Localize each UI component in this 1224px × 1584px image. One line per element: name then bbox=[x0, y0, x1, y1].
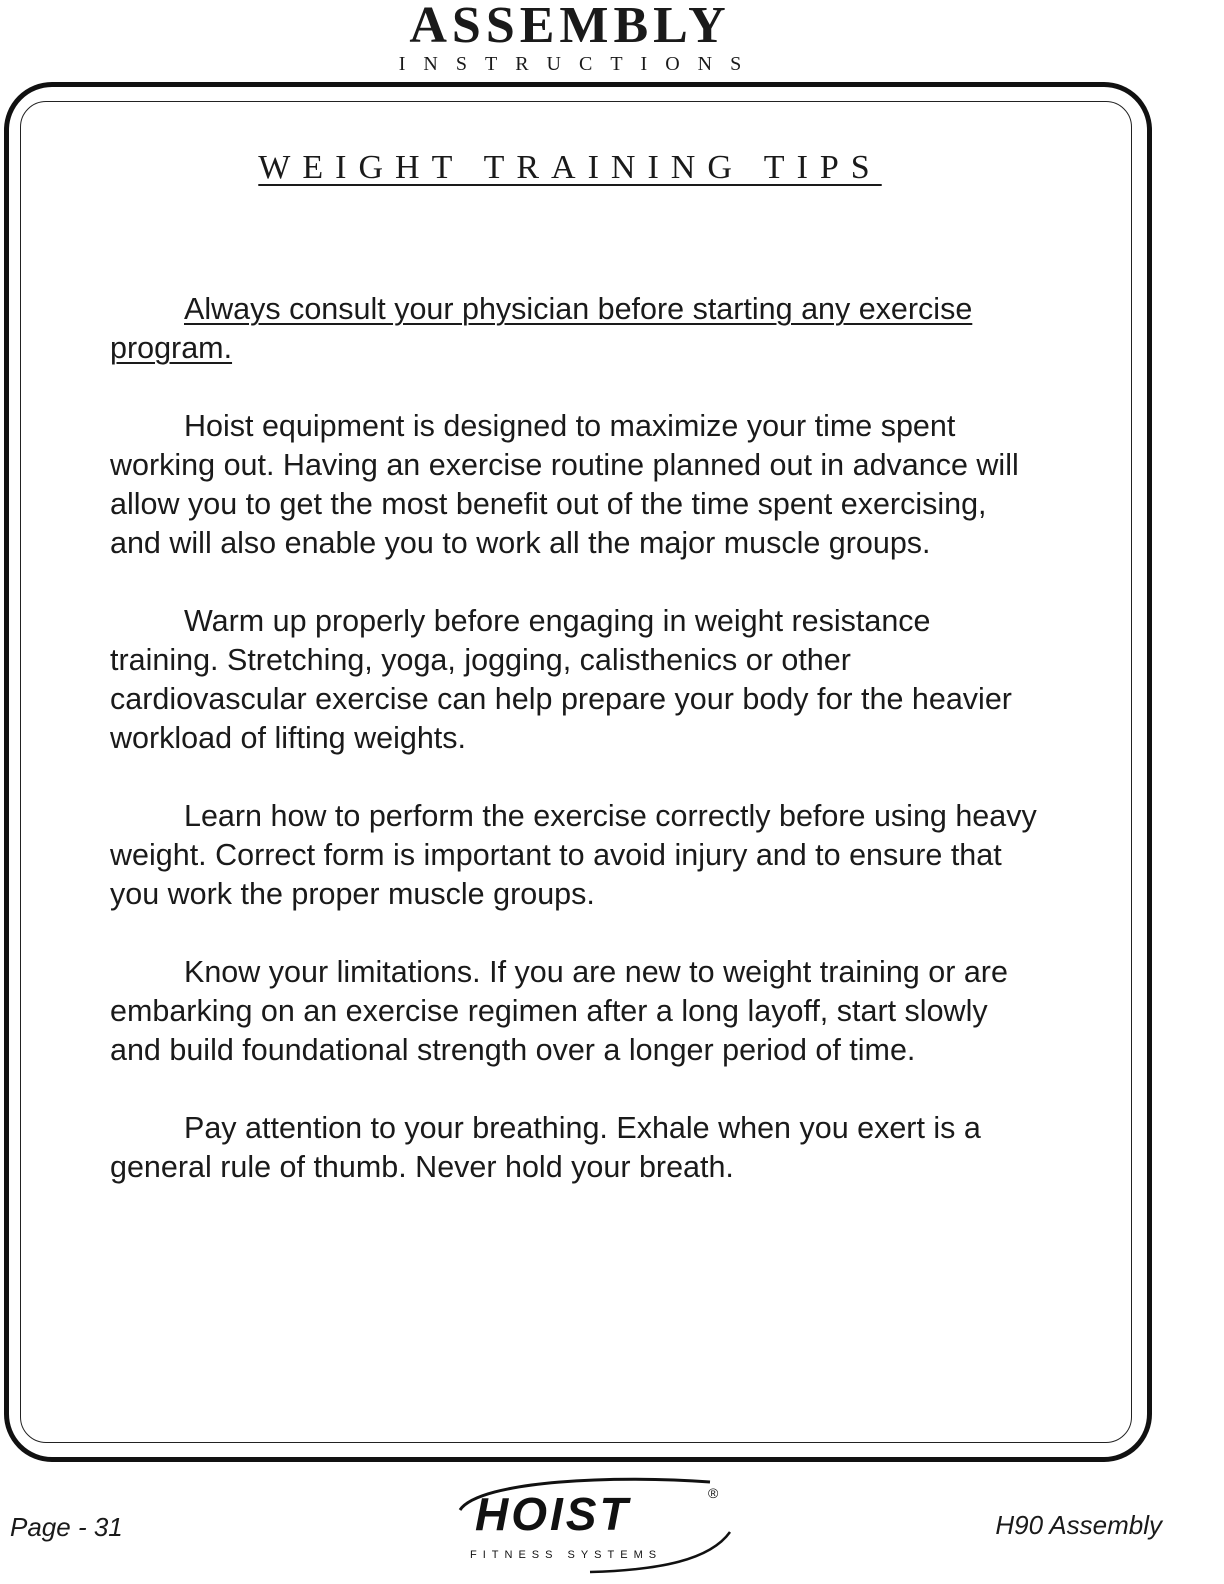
hoist-logo bbox=[440, 1470, 740, 1580]
logo-brand-text: HOIST bbox=[475, 1488, 631, 1540]
tip-paragraph-physician: Always consult your physician before starting any exercise program. bbox=[110, 292, 973, 365]
tip-paragraph-warm-up: Warm up properly before engaging in weight resistance training. Stretching, yoga, jogging, calisthenics or other cardiovascular exercise can help prepare your body for the heavier workload of lifting weights. bbox=[110, 604, 1012, 755]
tip-paragraph-limitations: Know your limitations. If you are new to weight training or are embarking on an exercise regimen after a long layoff, start slowly and build foundational strength over a longer period of time. bbox=[110, 955, 1008, 1067]
model-label: H90 Assembly bbox=[995, 1510, 1162, 1540]
header-subtitle: INSTRUCTIONS bbox=[398, 53, 760, 75]
tip-paragraph-breathing: Pay attention to your breathing. Exhale when you exert is a general rule of thumb. Never hold your breath. bbox=[110, 1111, 981, 1184]
tips-content bbox=[110, 290, 1045, 1226]
page-number: Page - 31 bbox=[10, 1512, 123, 1542]
section-title-text: WEIGHT TRAINING TIPS bbox=[258, 149, 882, 186]
section-title bbox=[0, 148, 1140, 188]
logo-tagline-text: FITNESS SYSTEMS bbox=[470, 1549, 663, 1561]
tip-paragraph-form: Learn how to perform the exercise correctly before using heavy weight. Correct form is important to avoid injury and to ensure that you work the proper muscle groups. bbox=[110, 799, 1037, 911]
tip-paragraph-routine: Hoist equipment is designed to maximize your time spent working out. Having an exercise routine planned out in advance will allow you to get the most benefit out of the time spent exercising, and will also enable you to work all the major muscle groups. bbox=[110, 409, 1019, 560]
logo-registered-mark: ® bbox=[708, 1485, 719, 1501]
document-header bbox=[360, 0, 780, 76]
header-title: ASSEMBLY bbox=[409, 0, 731, 54]
